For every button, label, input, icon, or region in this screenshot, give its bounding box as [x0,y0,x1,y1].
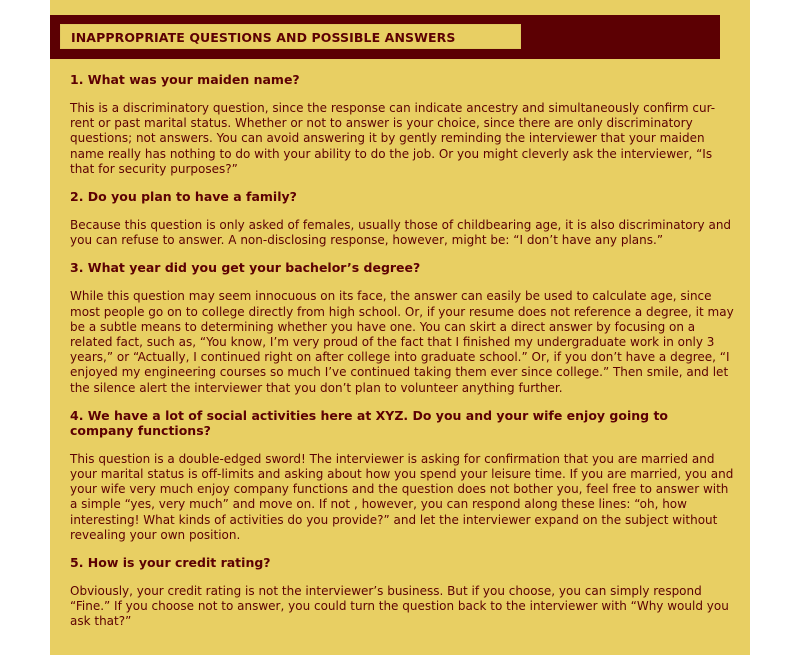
question-heading: 5. How is your credit rating? [70,555,271,571]
qa-item-5 [70,555,735,630]
answer-paragraph: This question is a double-edged sword! The interviewer is asking for confirmation that you are married and your marital status is off-limits and asking about how you spend your leisure time. If you are married, you and your wife very much enjoy company functions and the question does not bother you, feel free to answer with a simple “yes, very much” and move on. If not , however, you can respond along these lines: “oh, how interesting! What kinds of activities do you provide?” and let the interviewer expand on the subject without revealing your own position. [70,451,734,542]
qa-item-3 [70,260,735,395]
document-panel [50,0,750,655]
question-heading: 3. What year did you get your bachelor’s degree? [70,260,421,276]
question-heading: 2. Do you plan to have a family? [70,189,297,205]
question-heading: 4. We have a lot of social activities here at XYZ. Do you and your wife enjoy going to company functions? [70,407,669,438]
qa-list [70,72,735,642]
answer-paragraph: While this question may seem innocuous on its face, the answer can easily be used to calculate age, since most people go on to college directly from high school. Or, if your resume does not reference a degree, it may be a subtle means to determining whether you have one. You can skirt a direct answer by focusing on a related fact, such as, “You know, I’m very proud of the fact that I finished my undergraduate work in only 3 years,” or “Actually, I continued right on after college into graduate school.” Or, if you don’t have a degree, “I enjoyed my engineering courses so much I’ve continued taking them ever since college.” Then smile, and let the silence alert the interviewer that you don’t plan to volunteer anything further. [70,289,734,395]
answer-paragraph: Because this question is only asked of females, usually those of childbearing age, it is also discriminatory and you can refuse to answer. A non-disclosing response, however, might be: “I don’t have any plans.” [70,218,732,248]
title-banner [50,15,720,59]
answer-paragraph: This is a discriminatory question, since the response can indicate ancestry and simultaneously confirm cur-rent or past marital status. Whether or not to answer is your choice, since there are only discriminatory questions; not answers. You can avoid answering it by gently reminding the interviewer that your maiden name really has nothing to do with your ability to do the job. Or you might cleverly ask the interviewer, “Is that for security purposes?” [70,101,716,176]
qa-item-4 [70,408,735,543]
question-heading: 1. What was your maiden name? [70,72,300,87]
qa-item-1 [70,72,735,177]
page-title: INAPPROPRIATE QUESTIONS AND POSSIBLE ANSWERS [60,24,521,49]
answer-paragraph: Obviously, your credit rating is not the interviewer’s business. But if you choose, you can simply respond “Fine.” If you choose not to answer, you could turn the question back to the interviewer with “Why would you ask that?” [70,584,729,629]
qa-item-2 [70,189,735,248]
